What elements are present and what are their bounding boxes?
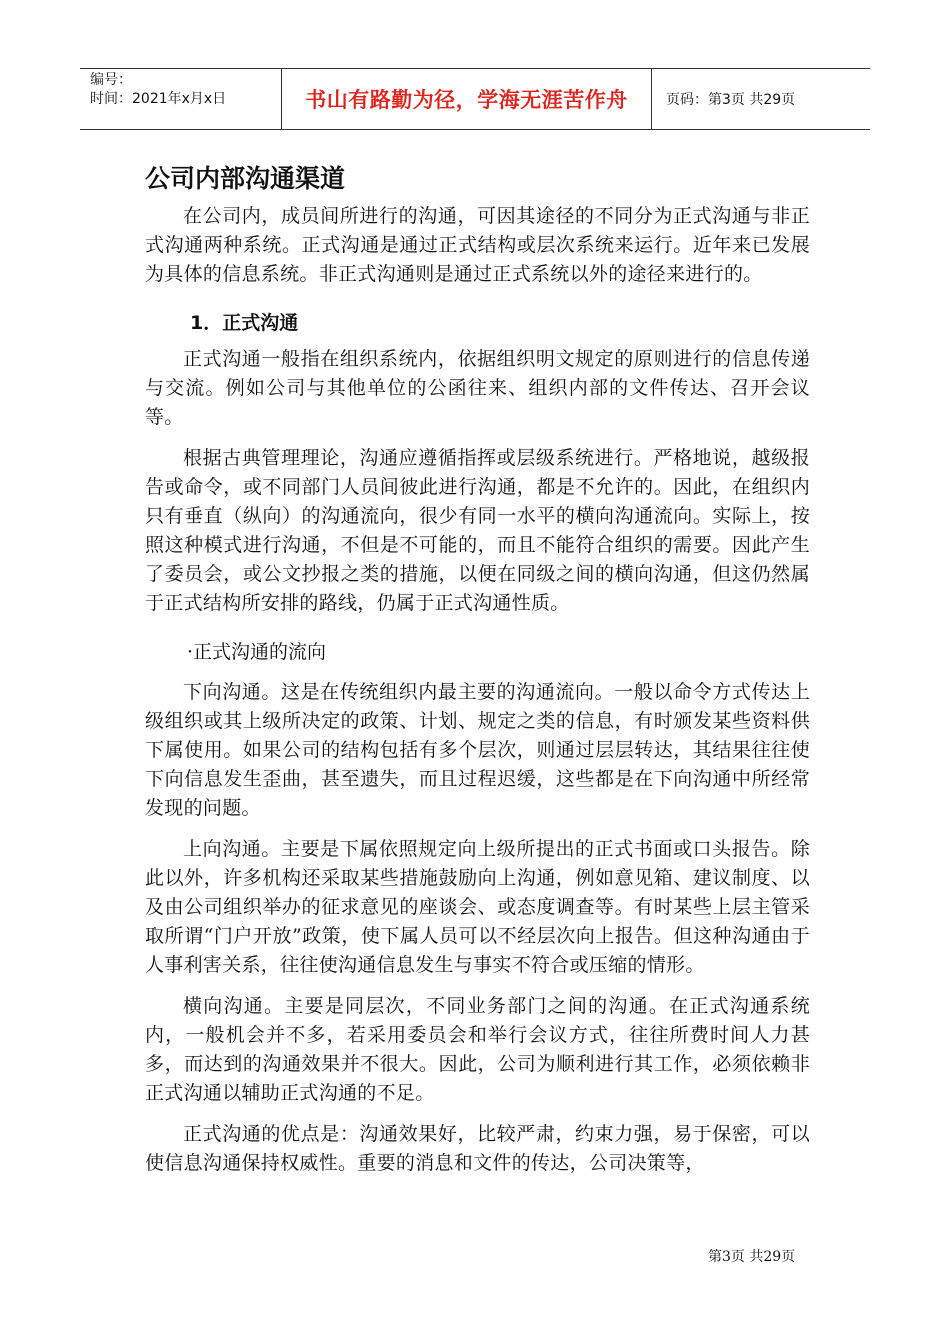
page-title: 公司内部沟通渠道 <box>145 164 346 193</box>
page-footer: 第3页 共29页 <box>708 1249 796 1265</box>
header-page-label: 页码：第3页 共29页 <box>666 92 796 108</box>
downward-paragraph: 下向沟通。这是在传统组织内最主要的沟通流向。一般以命令方式传达上级组织或其上级所决定的政策、计划、规定之类的信息，有时颁发某些资料供下属使用。如果公司的结构包括有多个层次，则通过层层转达，其结果往往使下向信息发生歪曲，甚至遗失，而且过程迟缓，这些都是在下向沟通中所经常发现的问题。 <box>145 681 810 819</box>
sub-heading: ·正式沟通的流向 <box>187 641 327 663</box>
header-meta <box>80 69 282 129</box>
advantages-paragraph: 正式沟通的优点是：沟通效果好，比较严肃，约束力强，易于保密，可以使信息沟通保持权威性。重要的消息和文件的传达，公司决策等， <box>145 1123 810 1174</box>
classical-theory-paragraph: 根据古典管理理论，沟通应遵循指挥或层级系统进行。严格地说，越级报告或命令，或不同部门人员间彼此进行沟通，都是不允许的。因此，在组织内只有垂直（纵向）的沟通流向，很少有同一水平的横向沟通流向。实际上，按照这种模式进行沟通，不但是不可能的，而且不能符合组织的需要。因此产生了委员会，或公文抄报之类的措施，以便在同级之间的横向沟通，但这仍然属于正式结构所安排的路线，仍属于正式沟通性质。 <box>145 447 810 614</box>
lateral-paragraph: 横向沟通。主要是同层次，不同业务部门之间的沟通。在正式沟通系统内，一般机会并不多，若采用委员会和举行会议方式，往往所费时间人力甚多，而达到的沟通效果并不很大。因此，公司为顺利进行其工作，必须依赖非正式沟通以辅助正式沟通的不足。 <box>145 995 810 1104</box>
intro-paragraph: 在公司内，成员间所进行的沟通，可因其途径的不同分为正式沟通与非正式沟通两种系统。正式沟通是通过正式结构或层次系统来运行。近年来已发展为具体的信息系统。非正式沟通则是通过正式系统以外的途径来进行的。 <box>145 205 810 285</box>
formal-definition-paragraph: 正式沟通一般指在组织系统内，依据组织明文规定的原则进行的信息传递与交流。例如公司与其他单位的公函往来、组织内部的文件传达、召开会议等。 <box>145 348 810 428</box>
header-motto: 书山有路勤为径，学海无涯苦作舟 <box>282 69 652 129</box>
page-header <box>80 68 870 130</box>
upward-paragraph: 上向沟通。主要是下属依照规定向上级所提出的正式书面或口头报告。除此以外，许多机构还采取某些措施鼓励向上沟通，例如意见箱、建议制度、以及由公司组织举办的征求意见的座谈会、或态度调查等。有时某些上层主管采取所谓“门户开放”政策，使下属人员可以不经层次向上报告。但这种沟通由于人事利害关系，往往使沟通信息发生与事实不符合或压缩的情形。 <box>145 838 810 976</box>
section-heading: 1．正式沟通 <box>190 312 299 334</box>
document-body <box>145 162 810 1178</box>
document-number-label: 编号： <box>90 72 132 88</box>
document-time-label: 时间：2021年x月x日 <box>90 91 227 107</box>
